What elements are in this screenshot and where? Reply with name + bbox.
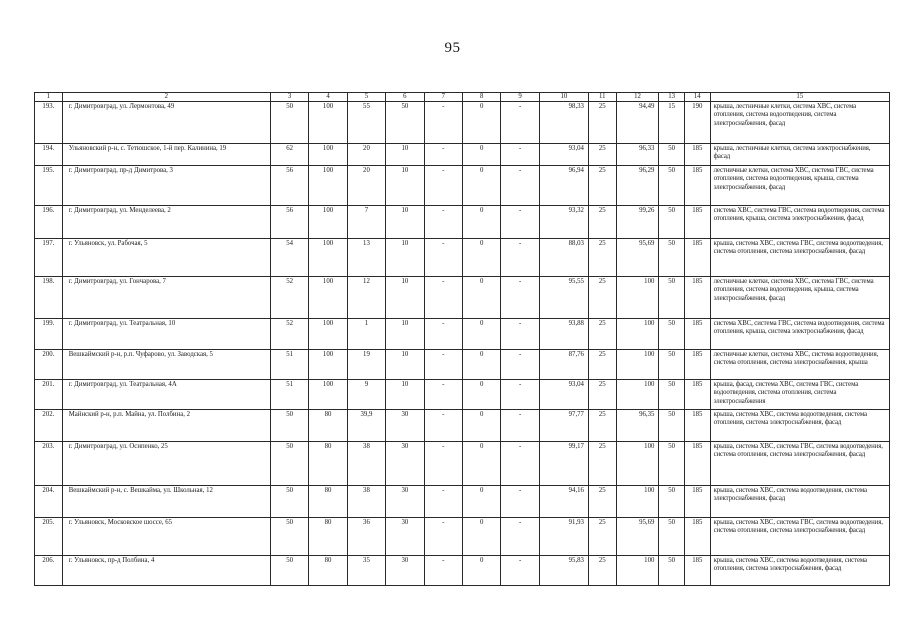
value-cell: 80	[309, 556, 347, 586]
works-cell: крыша, система ХВС, система ГВС, система водоотведения, система отопления, система электроснабжения, фасад	[710, 239, 889, 277]
value-cell: 25	[588, 518, 616, 556]
value-cell: 0	[463, 166, 501, 206]
value-cell: 55	[347, 102, 385, 144]
row-number-cell: 196.	[35, 206, 63, 239]
value-cell: 30	[386, 442, 424, 486]
table-row	[35, 239, 890, 277]
table-row	[35, 380, 890, 410]
value-cell: 25	[588, 556, 616, 586]
column-number-cell: 1	[35, 93, 63, 102]
works-cell: крыша, система ХВС, система водоотведения, система отопления, система электроснабжения, фасад	[710, 410, 889, 442]
value-cell: 100	[309, 102, 347, 144]
table-row	[35, 319, 890, 350]
table-row	[35, 102, 890, 144]
value-cell: 25	[588, 166, 616, 206]
column-number-cell: 13	[659, 93, 685, 102]
value-cell: -	[501, 518, 539, 556]
value-cell: 100	[309, 144, 347, 166]
value-cell: 9	[347, 380, 385, 410]
works-cell: крыша, система ХВС, система водоотведения, система отопления, система электроснабжения, фасад	[710, 556, 889, 586]
value-cell: 100	[309, 380, 347, 410]
value-cell: 100	[616, 442, 659, 486]
value-cell: -	[501, 350, 539, 380]
address-cell: г. Ульяновск, ул. Рабочая, 5	[62, 239, 270, 277]
works-cell: система ХВС, система ГВС, система водоотведения, система отопления, крыша, система электроснабжения, фасад	[710, 319, 889, 350]
row-number-cell: 193.	[35, 102, 63, 144]
value-cell: 50	[270, 556, 308, 586]
value-cell: 0	[463, 518, 501, 556]
address-cell: г. Димитровград, ул. Театральная, 10	[62, 319, 270, 350]
value-cell: 94,16	[539, 486, 588, 518]
value-cell: -	[424, 319, 462, 350]
value-cell: 25	[588, 380, 616, 410]
value-cell: 50	[659, 206, 685, 239]
value-cell: 185	[684, 239, 710, 277]
row-number-cell: 203.	[35, 442, 63, 486]
value-cell: 80	[309, 518, 347, 556]
value-cell: 100	[616, 277, 659, 319]
value-cell: 93,04	[539, 380, 588, 410]
value-cell: 50	[386, 102, 424, 144]
column-number-cell: 11	[588, 93, 616, 102]
value-cell: 50	[270, 486, 308, 518]
value-cell: 185	[684, 277, 710, 319]
value-cell: 10	[386, 277, 424, 319]
address-cell: г. Ульяновск, Московское шоссе, 65	[62, 518, 270, 556]
value-cell: 0	[463, 239, 501, 277]
value-cell: 0	[463, 102, 501, 144]
value-cell: 10	[386, 166, 424, 206]
value-cell: 13	[347, 239, 385, 277]
value-cell: -	[424, 380, 462, 410]
value-cell: 50	[270, 102, 308, 144]
value-cell: -	[424, 410, 462, 442]
value-cell: 95,69	[616, 518, 659, 556]
value-cell: 185	[684, 350, 710, 380]
value-cell: 95,55	[539, 277, 588, 319]
table-row	[35, 206, 890, 239]
value-cell: 56	[270, 206, 308, 239]
value-cell: 10	[386, 380, 424, 410]
column-number-cell: 8	[463, 93, 501, 102]
value-cell: 185	[684, 166, 710, 206]
value-cell: -	[501, 319, 539, 350]
value-cell: -	[501, 206, 539, 239]
value-cell: 50	[659, 410, 685, 442]
value-cell: 10	[386, 144, 424, 166]
value-cell: 54	[270, 239, 308, 277]
value-cell: 185	[684, 556, 710, 586]
table-row	[35, 486, 890, 518]
value-cell: 20	[347, 144, 385, 166]
value-cell: 25	[588, 442, 616, 486]
value-cell: 100	[616, 486, 659, 518]
value-cell: 12	[347, 277, 385, 319]
value-cell: -	[424, 350, 462, 380]
value-cell: 87,76	[539, 350, 588, 380]
value-cell: 100	[616, 380, 659, 410]
value-cell: 0	[463, 206, 501, 239]
value-cell: 38	[347, 442, 385, 486]
works-cell: крыша, лестничные клетки, система электроснабжения, фасад	[710, 144, 889, 166]
row-number-cell: 206.	[35, 556, 63, 586]
value-cell: -	[424, 144, 462, 166]
value-cell: 50	[659, 166, 685, 206]
works-cell: крыша, система ХВС, система ГВС, система водоотведения, система отопления, система электроснабжения, фасад	[710, 518, 889, 556]
value-cell: -	[424, 556, 462, 586]
works-cell: система ХВС, система ГВС, система водоотведения, система отопления, крыша, система электроснабжения, фасад	[710, 206, 889, 239]
value-cell: 0	[463, 442, 501, 486]
value-cell: 15	[659, 102, 685, 144]
value-cell: 185	[684, 144, 710, 166]
value-cell: 50	[659, 486, 685, 518]
value-cell: 25	[588, 239, 616, 277]
value-cell: 50	[270, 410, 308, 442]
works-cell: крыша, лестничные клетки, система ХВС, система отопления, система водоотведения, система электроснабжения, фасад	[710, 102, 889, 144]
value-cell: 50	[659, 556, 685, 586]
table-row	[35, 350, 890, 380]
address-cell: Вешкаймский р-н, с. Вешкайма, ул. Школьная, 12	[62, 486, 270, 518]
value-cell: 1	[347, 319, 385, 350]
value-cell: 10	[386, 206, 424, 239]
value-cell: -	[424, 239, 462, 277]
value-cell: 100	[616, 556, 659, 586]
value-cell: -	[501, 144, 539, 166]
works-cell: крыша, фасад, система ХВС, система ГВС, система водоотведения, система отопления, система электроснабжения	[710, 380, 889, 410]
value-cell: 35	[347, 556, 385, 586]
address-cell: г. Димитровград, ул. Менделеева, 2	[62, 206, 270, 239]
works-cell: крыша, система ХВС, система ГВС, система водоотведения, система отопления, система электроснабжения, фасад	[710, 442, 889, 486]
table-row	[35, 410, 890, 442]
value-cell: 25	[588, 410, 616, 442]
address-cell: г. Димитровград, ул. Театральная, 4А	[62, 380, 270, 410]
row-number-cell: 197.	[35, 239, 63, 277]
value-cell: 56	[270, 166, 308, 206]
value-cell: 25	[588, 206, 616, 239]
value-cell: -	[424, 442, 462, 486]
value-cell: -	[424, 486, 462, 518]
works-cell: лестничные клетки, система ХВС, система водоотведения, система отопления, система электроснабжения, крыша	[710, 350, 889, 380]
column-number-cell: 12	[616, 93, 659, 102]
value-cell: 185	[684, 319, 710, 350]
value-cell: 0	[463, 350, 501, 380]
value-cell: 51	[270, 380, 308, 410]
value-cell: 80	[309, 486, 347, 518]
page-number: 95	[444, 40, 461, 56]
address-cell: г. Димитровград, ул. Осипенко, 25	[62, 442, 270, 486]
value-cell: 0	[463, 556, 501, 586]
value-cell: 30	[386, 556, 424, 586]
value-cell: 0	[463, 380, 501, 410]
value-cell: 10	[386, 319, 424, 350]
value-cell: -	[501, 102, 539, 144]
column-number-cell: 6	[386, 93, 424, 102]
row-number-cell: 195.	[35, 166, 63, 206]
value-cell: 95,69	[616, 239, 659, 277]
value-cell: 62	[270, 144, 308, 166]
row-number-cell: 198.	[35, 277, 63, 319]
works-cell: крыша, система ХВС, система водоотведения, система электроснабжения, фасад	[710, 486, 889, 518]
value-cell: 93,04	[539, 144, 588, 166]
value-cell: 94,49	[616, 102, 659, 144]
value-cell: 7	[347, 206, 385, 239]
table-row	[35, 144, 890, 166]
value-cell: 39,9	[347, 410, 385, 442]
value-cell: 0	[463, 486, 501, 518]
register-table	[34, 92, 890, 586]
value-cell: 98,33	[539, 102, 588, 144]
value-cell: 50	[659, 518, 685, 556]
value-cell: 25	[588, 102, 616, 144]
register-body	[35, 93, 890, 586]
value-cell: 100	[616, 350, 659, 380]
value-cell: 91,93	[539, 518, 588, 556]
value-cell: 190	[684, 102, 710, 144]
value-cell: 50	[659, 442, 685, 486]
value-cell: 100	[309, 206, 347, 239]
value-cell: 185	[684, 442, 710, 486]
table-row	[35, 442, 890, 486]
address-cell: г. Ульяновск, пр-д Полбина, 4	[62, 556, 270, 586]
value-cell: -	[501, 277, 539, 319]
value-cell: -	[501, 556, 539, 586]
value-cell: 0	[463, 410, 501, 442]
value-cell: 95,83	[539, 556, 588, 586]
address-cell: Майнский р-н, р.п. Майна, ул. Полбина, 2	[62, 410, 270, 442]
value-cell: 97,77	[539, 410, 588, 442]
value-cell: 80	[309, 410, 347, 442]
value-cell: 100	[309, 319, 347, 350]
column-number-cell: 14	[684, 93, 710, 102]
value-cell: 19	[347, 350, 385, 380]
row-number-cell: 199.	[35, 319, 63, 350]
value-cell: -	[501, 486, 539, 518]
value-cell: -	[424, 277, 462, 319]
value-cell: 96,29	[616, 166, 659, 206]
value-cell: 100	[616, 319, 659, 350]
value-cell: 99,17	[539, 442, 588, 486]
value-cell: 50	[659, 277, 685, 319]
value-cell: -	[501, 410, 539, 442]
address-cell: г. Димитровград, ул. Лермонтова, 49	[62, 102, 270, 144]
row-number-cell: 205.	[35, 518, 63, 556]
value-cell: 96,33	[616, 144, 659, 166]
value-cell: 25	[588, 486, 616, 518]
value-cell: 30	[386, 410, 424, 442]
value-cell: 185	[684, 486, 710, 518]
value-cell: 50	[659, 380, 685, 410]
table-row	[35, 556, 890, 586]
table-row	[35, 277, 890, 319]
row-number-cell: 202.	[35, 410, 63, 442]
value-cell: 0	[463, 144, 501, 166]
column-number-cell: 2	[62, 93, 270, 102]
row-number-cell: 204.	[35, 486, 63, 518]
value-cell: 36	[347, 518, 385, 556]
value-cell: 185	[684, 518, 710, 556]
value-cell: -	[501, 166, 539, 206]
column-number-cell: 10	[539, 93, 588, 102]
value-cell: 50	[270, 518, 308, 556]
works-cell: лестничные клетки, система ХВС, система ГВС, система отопления, система водоотведения, крыша, система электроснабжения, фасад	[710, 277, 889, 319]
value-cell: 25	[588, 277, 616, 319]
column-number-cell: 5	[347, 93, 385, 102]
value-cell: 185	[684, 206, 710, 239]
value-cell: 88,03	[539, 239, 588, 277]
value-cell: 93,32	[539, 206, 588, 239]
value-cell: 51	[270, 350, 308, 380]
value-cell: 100	[309, 277, 347, 319]
works-cell: лестничные клетки, система ХВС, система ГВС, система отопления, система водоотведения, крыша, система электроснабжения, фасад	[710, 166, 889, 206]
row-number-cell: 201.	[35, 380, 63, 410]
value-cell: 100	[309, 350, 347, 380]
value-cell: -	[424, 518, 462, 556]
value-cell: 25	[588, 144, 616, 166]
value-cell: 52	[270, 277, 308, 319]
value-cell: 185	[684, 380, 710, 410]
address-cell: Вешкаймский р-н, р.п. Чуфарово, ул. Заводская, 5	[62, 350, 270, 380]
value-cell: 10	[386, 239, 424, 277]
value-cell: 99,26	[616, 206, 659, 239]
column-number-header	[35, 93, 890, 102]
value-cell: 100	[309, 239, 347, 277]
value-cell: 96,35	[616, 410, 659, 442]
value-cell: 50	[659, 350, 685, 380]
value-cell: 38	[347, 486, 385, 518]
value-cell: 100	[309, 166, 347, 206]
value-cell: 52	[270, 319, 308, 350]
value-cell: 30	[386, 486, 424, 518]
value-cell: -	[424, 166, 462, 206]
value-cell: 50	[270, 442, 308, 486]
value-cell: 185	[684, 410, 710, 442]
row-number-cell: 194.	[35, 144, 63, 166]
column-number-cell: 15	[710, 93, 889, 102]
value-cell: -	[501, 239, 539, 277]
value-cell: 0	[463, 319, 501, 350]
address-cell: г. Димитровград, пр-д Димитрова, 3	[62, 166, 270, 206]
column-number-cell: 3	[270, 93, 308, 102]
value-cell: 10	[386, 350, 424, 380]
table-row	[35, 166, 890, 206]
value-cell: 50	[659, 144, 685, 166]
value-cell: 96,94	[539, 166, 588, 206]
value-cell: -	[424, 206, 462, 239]
address-cell: Ульяновский р-н, с. Тетюшское, 1-й пер. Калинина, 19	[62, 144, 270, 166]
value-cell: 50	[659, 319, 685, 350]
value-cell: 30	[386, 518, 424, 556]
row-number-cell: 200.	[35, 350, 63, 380]
column-number-cell: 4	[309, 93, 347, 102]
value-cell: 0	[463, 277, 501, 319]
value-cell: -	[424, 102, 462, 144]
value-cell: 80	[309, 442, 347, 486]
value-cell: -	[501, 442, 539, 486]
value-cell: 93,88	[539, 319, 588, 350]
value-cell: -	[501, 380, 539, 410]
value-cell: 25	[588, 350, 616, 380]
column-number-cell: 7	[424, 93, 462, 102]
column-number-cell: 9	[501, 93, 539, 102]
table-row	[35, 518, 890, 556]
value-cell: 25	[588, 319, 616, 350]
value-cell: 50	[659, 239, 685, 277]
value-cell: 20	[347, 166, 385, 206]
address-cell: г. Димитровград, ул. Гончарова, 7	[62, 277, 270, 319]
